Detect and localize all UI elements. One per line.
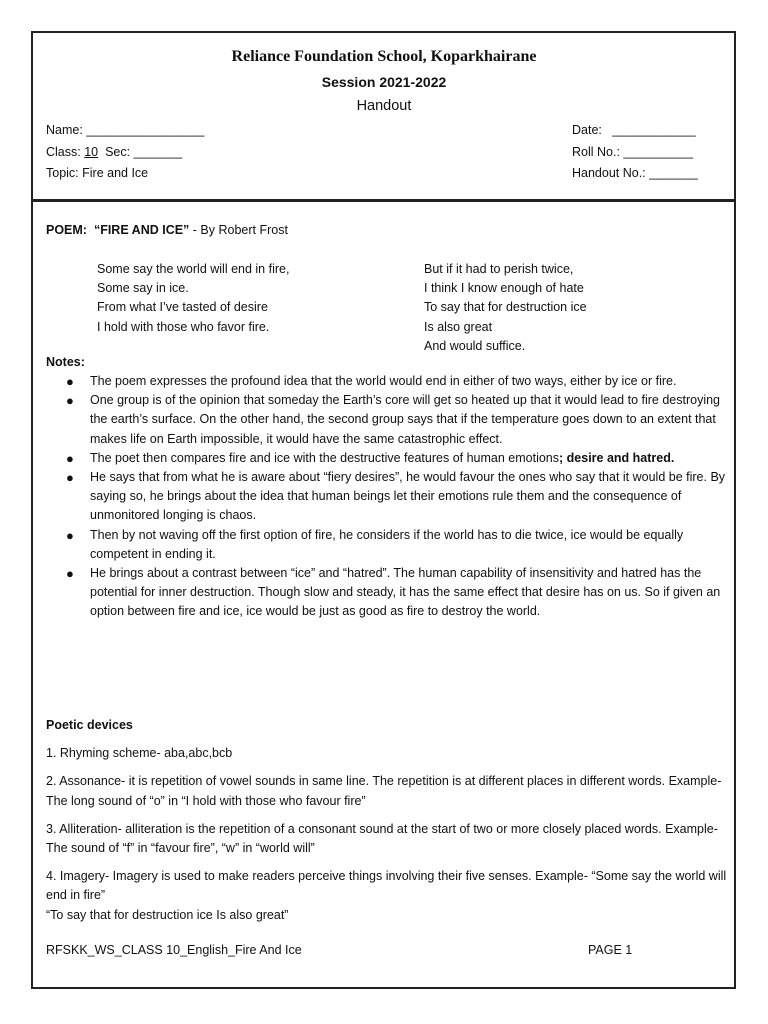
list-item (66, 564, 726, 622)
name-field (46, 121, 205, 140)
poem-line: And would suffice. (424, 338, 526, 353)
bullet-icon: ● (66, 566, 74, 582)
bullet-icon: ● (66, 470, 74, 486)
poem-line: But if it had to perish twice, (424, 262, 574, 276)
bullet-icon: ● (66, 393, 74, 409)
poetic-devices-section (46, 716, 736, 934)
header-divider (31, 199, 736, 202)
list-item (66, 391, 726, 449)
school-name: Reliance Foundation School, Koparkhairane (231, 48, 537, 65)
bullet-icon: ● (66, 450, 74, 466)
poem-title: “FIRE AND ICE” (93, 223, 190, 237)
poem-stanza-right (424, 260, 587, 356)
note-text: He says that from what he is aware about “fiery desires”, he would favour the ones who say that it would be fire. By saying so, he brings about the idea that human beings let their emotions rule them and the consequence of unmonitored longing is chaos. (90, 470, 726, 523)
device-alliteration: 3. Alliteration- alliteration is the repetition of a consonant sound at the start of two or more closely placed words. Example- The sound of “f” in “favour fire”, “w” in “world will” (46, 821, 718, 856)
notes-label: Notes: (46, 355, 85, 369)
note-text: One group is of the opinion that someday the Earth’s core will get so heated up that it would lead to fire destroying the earth’s surface. On the other hand, the second group says that if the temperature goes down to an extent that makes life on Earth impossible, it would have the same catastrophic effect. (90, 393, 721, 446)
notes-list (46, 372, 726, 622)
topic-line: Topic: Fire and Ice (46, 166, 149, 180)
device-rhyme-scheme: 1. Rhyming scheme- aba,abc,bcb (46, 746, 233, 761)
note-text: The poet then compares fire and ice with the destructive features of human emotions (90, 450, 560, 465)
date-blank: ____________ (612, 123, 696, 137)
poem-label: POEM: (46, 223, 87, 237)
sec-label: Sec: (105, 145, 131, 159)
handout-no-blank: _______ (649, 166, 698, 180)
poem-line: From what I’ve tasted of desire (97, 300, 268, 315)
roll-label: Roll No.: (572, 145, 620, 159)
device-assonance: 2. Assonance- it is repetition of vowel sounds in same line. The repetition is at different places in different words. Example- The long sound of “o” in “I hold with those who favour fire” (46, 774, 722, 808)
list-item (66, 468, 726, 526)
sec-blank: _______ (133, 145, 183, 159)
note-emphasis: ; desire and hatred. (559, 450, 675, 465)
handout-no-label: Handout No.: (572, 166, 646, 180)
session-title: Session 2021-2022 (321, 74, 447, 90)
poem-line: I think I know enough of hate (424, 281, 584, 296)
date-field (572, 121, 696, 140)
list-item (66, 372, 726, 391)
roll-blank: __________ (623, 145, 693, 159)
date-label: Date: (572, 123, 602, 137)
handout-no-field (572, 164, 698, 183)
poem-line: Some say the world will end in fire, (97, 262, 290, 276)
class-value: 10 (84, 145, 99, 159)
poem-line: Some say in ice. (97, 281, 189, 296)
poem-line: Is also great (424, 319, 493, 334)
list-item (66, 449, 726, 468)
name-label: Name: (46, 123, 83, 137)
document-type: Handout (356, 98, 412, 114)
bullet-icon: ● (66, 374, 74, 389)
list-item (66, 526, 726, 564)
note-text: He brings about a contrast between “ice” and “hatred”. The human capability of insensitivity and hatred has the potential for inner destruction. Though slow and steady, it has the same effect that desire has on us. So if given an option between fire and ice, ice would be just as good as fire to destroy the world. (90, 566, 721, 619)
device-imagery-example: “To say that for destruction ice Is also great” (46, 907, 289, 922)
footer-doc-code: RFSKK_WS_CLASS 10_English_Fire And Ice (46, 943, 302, 957)
poem-heading (46, 221, 288, 240)
poem-author: - By Robert Frost (192, 223, 288, 237)
poem-stanza-left (97, 260, 289, 337)
note-text: The poem expresses the profound idea that the world would end in either of two ways, either by ice or fire. (90, 374, 677, 388)
device-imagery: 4. Imagery- Imagery is used to make readers perceive things involving their five senses. Example- “Some say the world will end in fire” (46, 869, 727, 903)
page-number: PAGE 1 (588, 943, 633, 957)
class-field (46, 143, 182, 162)
class-label: Class: (46, 145, 81, 159)
poetic-devices-heading: Poetic devices (46, 718, 133, 732)
poem-line: I hold with those who favor fire. (97, 319, 270, 334)
name-blank: _________________ (86, 123, 205, 137)
roll-field (572, 143, 693, 162)
note-text: Then by not waving off the first option of fire, he considers if the world has to die twice, ice would be equally competent in ending it. (90, 527, 684, 561)
poem-line: To say that for destruction ice (424, 300, 587, 315)
bullet-icon: ● (66, 527, 74, 543)
